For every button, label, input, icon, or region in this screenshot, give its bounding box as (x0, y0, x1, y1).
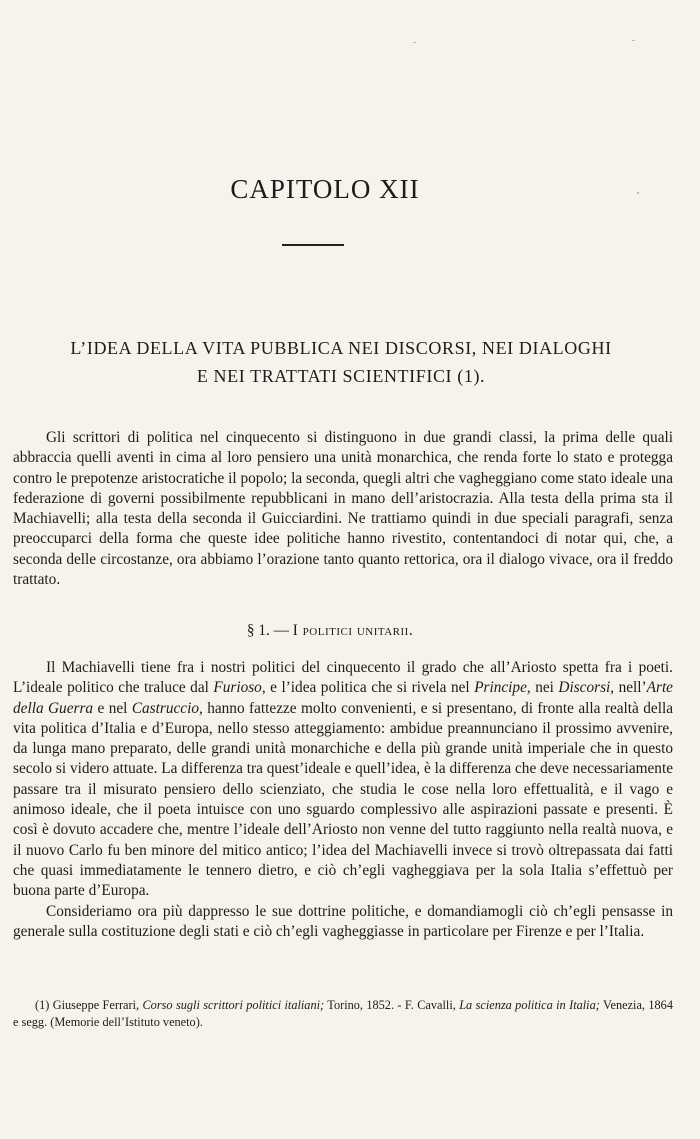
section-header (0, 622, 660, 640)
title-rule (282, 244, 344, 246)
chapter-title: CAPITOLO XII (230, 174, 420, 204)
intro-paragraph: Gli scrittori di politica nel cinquecento si distinguono in due grandi classi, la prima delle quali abbraccia quelli aventi in cima al loro pensiero una unità monarchica, che renda forte lo stato e protegga contro le prepotenze aristocratiche il popolo; la seconda, quegli altri che vagheggiano come stato ideale una federazione di governi possibilmente repubblicani in mano dell’aristocrazia. Alla testa della prima sta il Machiavelli; alla testa della seconda il Guicciardini. Ne trattiamo quindi in due speciali paragrafi, senza preoccuparci della forma che queste idee politiche hanno rivestito, contentandoci di notar qui, che, a seconda delle circostanze, ora abbiamo l’orazione tanto quanto rettorica, ora il dialogo vivace, ora il freddo trattato. (13, 429, 673, 589)
paragraph-consideriamo: Consideriamo ora più dappresso le sue dottrine politiche, e domandiamogli ciò ch’egli pensasse in generale sulla costituzione degli stati e ciò ch’egli vagheggiasse in particolare per Firenze e per l’Italia. (13, 902, 673, 940)
intro-text (13, 428, 673, 590)
scan-speck (632, 40, 635, 41)
paragraph-machiavelli: Il Machiavelli tiene fra i nostri politici del cinquecento il grado che all’Ariosto spetta fra i poeti. L’ideale politico che traluce dal Furioso, e l’idea politica che si rivela nel Principe, nei Discorsi, nell’Arte della Guerra e nel Castruccio, hanno fattezze molto convenienti, e si presentano, di fronte alla realtà della vita politica d’Italia e d’Europa, nello stesso atteggiamento: ambidue preannunciano il prossimo avvenire, da lunga mano preparato, delle grandi unità monarchiche e della più grande unità imperiale che in questo secolo si videro attuate. La differenza tra quest’ideale e quell’idea, è la differenza che deve necessariamente passare tra il misurato pensiero dello scienziato, che studia le cose nella loro effettualità, e il vago e animoso ideale, che il poeta intuisce con uno sguardo complessivo alle aspirazioni passate e presenti. È così è dovuto accadere che, mentre l’ideale dell’Ariosto non venne del tutto raggiunto nella realtà nuova, e il nuovo Carlo fu ben minore del mitico antico; l’idea del Machiavelli invece si trovò oltrepassata dai fatti che quasi immediatamente le tennero dietro, e ciò ch’egli vagheggiava per la sola Italia s’effettuò per buona parte d’Europa. (13, 659, 673, 900)
chapter-heading-line-2: E NEI TRATTATI SCIENTIFICI (1). (196, 366, 486, 386)
chapter-heading (20, 334, 662, 390)
section-number: § 1. — (246, 622, 289, 639)
footnote-1: (1) Giuseppe Ferrari, Corso sugli scrittori politici italiani; Torino, 1852. - F. Cavalli, La scienza politica in Italia; Venezia, 1864 e segg. (Memorie dell’Istituto veneto). (13, 998, 673, 1029)
chapter-heading-line-1: L’IDEA DELLA VITA PUBBLICA NEI DISCORSI, NEI DIALOGHI (70, 338, 612, 358)
section-title: I politici unitarii. (292, 622, 414, 639)
scan-speck (413, 42, 416, 43)
section-text (13, 658, 673, 942)
footnote (13, 997, 673, 1031)
